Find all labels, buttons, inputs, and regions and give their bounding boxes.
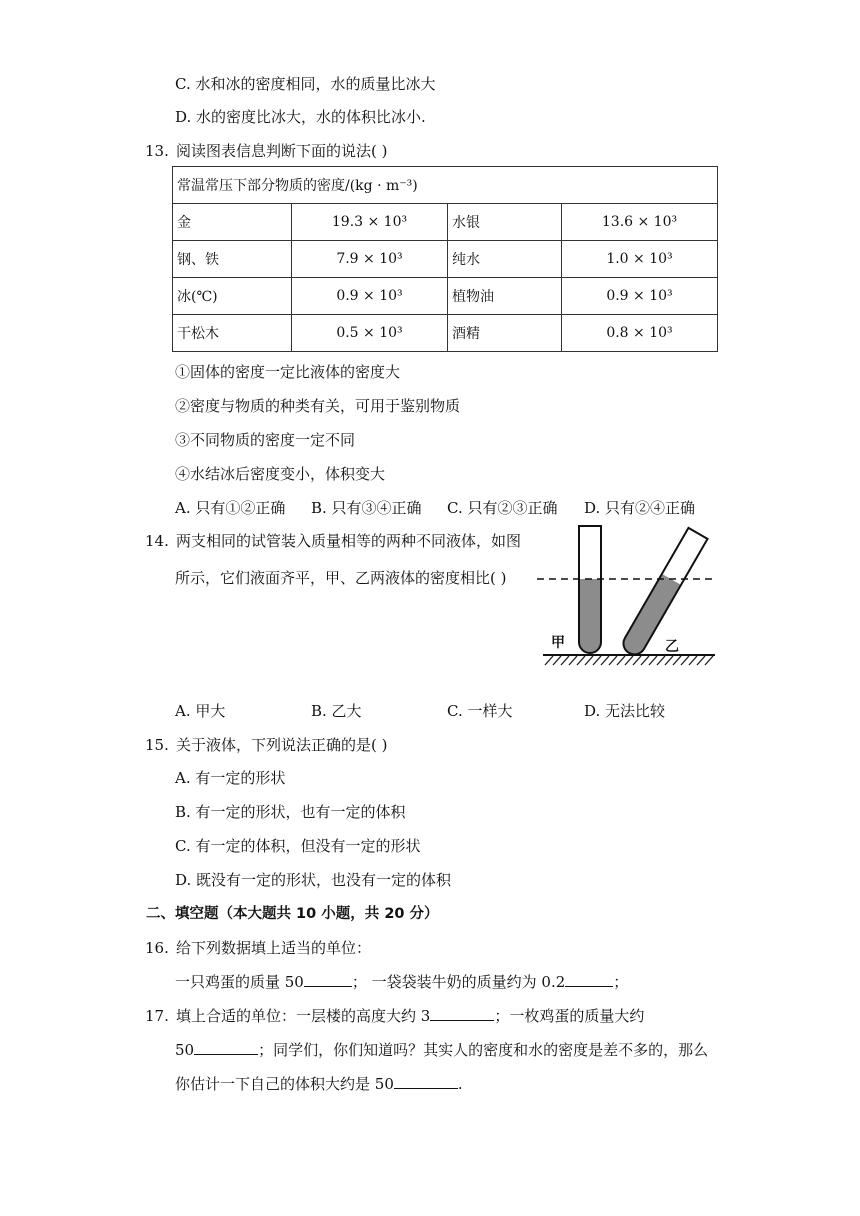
table-cell: 0.9 × 10³ bbox=[562, 278, 718, 315]
table-cell: 植物油 bbox=[448, 278, 562, 315]
table-cell: 0.5 × 10³ bbox=[292, 315, 448, 352]
option-c: C. 只有②③正确 bbox=[447, 499, 558, 517]
table-caption: 常温常压下部分物质的密度/(kg · m⁻³) bbox=[173, 167, 718, 204]
statement-1: ①固体的密度一定比液体的密度大 bbox=[175, 363, 401, 381]
table-cell: 19.3 × 10³ bbox=[292, 204, 448, 241]
text-segment: . bbox=[457, 1075, 463, 1093]
question-number: 14. bbox=[145, 532, 169, 550]
label-yi: 乙 bbox=[665, 639, 679, 655]
table-cell: 7.9 × 10³ bbox=[292, 241, 448, 278]
option-c: C. 水和冰的密度相同，水的质量比冰大 bbox=[175, 75, 436, 93]
answer-blank[interactable] bbox=[430, 1006, 494, 1021]
table-cell: 13.6 × 10³ bbox=[562, 204, 718, 241]
test-tube-figure bbox=[535, 520, 725, 670]
option-b: B. 有一定的形状，也有一定的体积 bbox=[175, 803, 406, 821]
label-jia: 甲 bbox=[551, 635, 565, 651]
table-cell: 金 bbox=[173, 204, 292, 241]
fill-line bbox=[175, 1040, 708, 1060]
question-number: 17. bbox=[145, 1007, 169, 1025]
text-segment: 50 bbox=[175, 1041, 195, 1059]
table-cell: 0.8 × 10³ bbox=[562, 315, 718, 352]
answer-blank[interactable] bbox=[194, 1040, 258, 1055]
table-cell: 0.9 × 10³ bbox=[292, 278, 448, 315]
question-stem: 阅读图表信息判断下面的说法( ) bbox=[176, 142, 388, 160]
text-segment: 你估计一下自己的体积大约是 50 bbox=[175, 1075, 394, 1093]
table-cell: 冰(℃) bbox=[173, 278, 292, 315]
fill-line bbox=[175, 1074, 463, 1094]
question-stem-line1: 两支相同的试管装入质量相等的两种不同液体，如图 bbox=[176, 532, 522, 550]
question-number: 15. bbox=[145, 736, 169, 754]
text-segment: ；一枚鸡蛋的质量大约 bbox=[494, 1007, 645, 1025]
text-segment: ；同学们，你们知道吗？其实人的密度和水的密度是差不多的，那么 bbox=[258, 1041, 709, 1059]
statement-3: ③不同物质的密度一定不同 bbox=[175, 431, 356, 449]
question-stem: 关于液体，下列说法正确的是( ) bbox=[176, 736, 388, 754]
table-cell: 酒精 bbox=[448, 315, 562, 352]
text-segment: 填上合适的单位：一层楼的高度大约 3 bbox=[176, 1007, 431, 1025]
question-stem: 给下列数据填上适当的单位： bbox=[176, 939, 372, 957]
option-d: D. 无法比较 bbox=[584, 702, 666, 720]
option-b: B. 乙大 bbox=[311, 702, 362, 720]
option-b: B. 只有③④正确 bbox=[311, 499, 422, 517]
table-row bbox=[173, 204, 718, 241]
option-d: D. 只有②④正确 bbox=[584, 499, 696, 517]
table-cell: 1.0 × 10³ bbox=[562, 241, 718, 278]
table-cell: 干松木 bbox=[173, 315, 292, 352]
option-d: D. 水的密度比冰大，水的体积比冰小. bbox=[175, 108, 426, 126]
density-table bbox=[172, 166, 718, 352]
table-cell: 水银 bbox=[448, 204, 562, 241]
option-c: C. 有一定的体积，但没有一定的形状 bbox=[175, 837, 421, 855]
table-cell: 钢、铁 bbox=[173, 241, 292, 278]
answer-blank[interactable] bbox=[304, 972, 352, 987]
text-segment: ； 一袋袋装牛奶的质量约为 0.2 bbox=[351, 973, 566, 991]
question-number: 13. bbox=[145, 142, 169, 160]
table-cell: 纯水 bbox=[448, 241, 562, 278]
fill-line bbox=[175, 972, 628, 992]
table-row bbox=[173, 315, 718, 352]
statement-4: ④水结冰后密度变小，体积变大 bbox=[175, 465, 386, 483]
fill-line bbox=[176, 1006, 644, 1026]
table-row bbox=[173, 278, 718, 315]
question-stem-line2: 所示，它们液面齐平，甲、乙两液体的密度相比( ) bbox=[175, 569, 507, 587]
option-a: A. 有一定的形状 bbox=[175, 769, 286, 787]
table-row bbox=[173, 241, 718, 278]
option-a: A. 只有①②正确 bbox=[175, 499, 286, 517]
text-segment: ； bbox=[613, 973, 629, 991]
option-d: D. 既没有一定的形状，也没有一定的体积 bbox=[175, 871, 452, 889]
text-segment: 一只鸡蛋的质量 50 bbox=[175, 973, 304, 991]
section-title: 二、填空题（本大题共 10 小题，共 20 分） bbox=[146, 906, 439, 922]
question-number: 16. bbox=[145, 939, 169, 957]
answer-blank[interactable] bbox=[565, 972, 613, 987]
answer-blank[interactable] bbox=[394, 1074, 458, 1089]
option-a: A. 甲大 bbox=[175, 702, 226, 720]
statement-2: ②密度与物质的种类有关，可用于鉴别物质 bbox=[175, 397, 461, 415]
option-c: C. 一样大 bbox=[447, 702, 513, 720]
